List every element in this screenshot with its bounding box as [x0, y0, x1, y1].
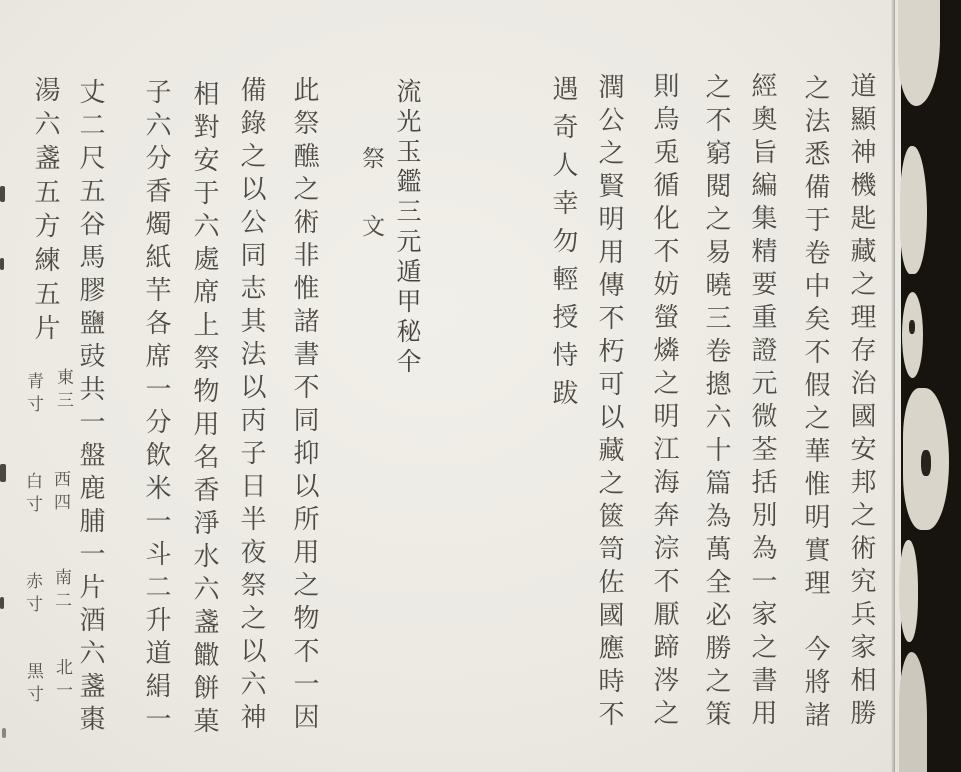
- annotation-black: 黒寸: [24, 662, 43, 708]
- text-column-r4: 之不窮閱之易曉三卷摠六十篇為萬全必勝之策: [702, 73, 731, 733]
- annotation-west: 西四: [51, 470, 70, 516]
- annotation-red: 赤寸: [23, 572, 42, 618]
- text-column-r7: 遇奇人幸勿輕授恃跋: [549, 75, 578, 417]
- scan-edge-mark: [2, 728, 6, 738]
- text-column-l1: 此祭醮之術非惟諸書不同抑以所用之物不一因: [290, 76, 319, 736]
- text-column-l6: 湯六盞五方練五片: [31, 76, 60, 348]
- paper-tear-fragment: [900, 146, 927, 274]
- text-column-l2: 備錄之以公同志其法以丙子日半夜祭之以六神: [237, 76, 266, 736]
- text-column-r2: 之法悉備于卷中矣不假之華惟明實理 今將諸: [801, 74, 830, 734]
- annotation-north: 北一: [53, 658, 72, 704]
- paper-tear-fragment: [902, 292, 923, 378]
- annotation-south: 南二: [52, 568, 71, 614]
- text-column-r1: 道顯神機匙藏之理存治國安邦之術究兵家相勝: [847, 72, 876, 732]
- text-column-r6: 潤公之賢明用傳不朽可以藏之篋笥佐國應時不: [595, 73, 624, 733]
- scan-edge-mark: [0, 464, 6, 482]
- edge-dark-speck: [921, 450, 931, 476]
- scan-edge-mark: [0, 258, 4, 270]
- book-title: 流光玉鑑三元遁甲秘仐: [393, 78, 420, 378]
- text-column-l5: 丈二尺五谷馬膠鹽豉共一盤鹿脯一片酒六盞棗: [76, 78, 105, 738]
- section-heading: 祭文: [359, 146, 384, 282]
- annotation-east: 東三: [54, 368, 73, 414]
- paper-tear-fragment: [899, 540, 918, 642]
- scan-edge-mark: [0, 186, 5, 202]
- text-column-l3: 相對安于六處席上祭物用名香淨水六盞饊餅菓: [190, 80, 219, 740]
- edge-dark-speck: [909, 320, 915, 334]
- annotation-white: 白寸: [23, 472, 42, 518]
- page-edge-shadow: [891, 0, 895, 772]
- text-column-l4: 子六分香燭紙芉各席一分飲米一斗二升道絹一: [142, 78, 171, 738]
- scan-edge-mark: [0, 597, 4, 609]
- annotation-green: 青寸: [24, 372, 43, 418]
- text-column-r5: 則烏兎循化不妨螢燐之明江海奔淙不厭蹄涔之: [650, 72, 679, 732]
- text-column-r3: 經奧旨編集精要重證元微荃括別為一家之書用: [748, 72, 777, 732]
